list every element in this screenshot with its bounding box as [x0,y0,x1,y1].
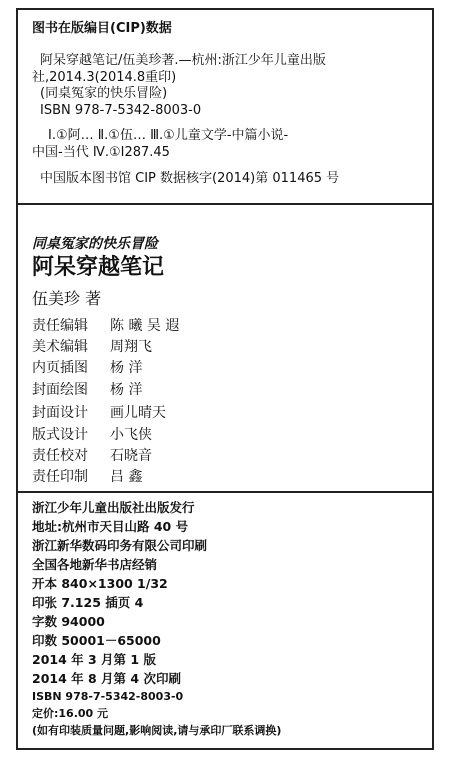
credit-name: 杨 洋 [110,360,143,376]
cip-line: (同桌冤家的快乐冒险) [40,86,168,101]
price-line: 定价:16.00 元 [32,707,109,720]
credit-role: 责任校对 [32,448,88,464]
printing-line: 2014 年 8 月第 4 次印刷 [32,671,181,686]
book-title: 阿呆穿越笔记 [32,255,165,280]
credit-role: 内页插图 [32,360,88,376]
credit-role: 责任编辑 [32,318,88,334]
credit-name: 小飞侠 [110,427,152,443]
cip-class-line: 中国-当代 Ⅳ.①I287.45 [32,145,170,160]
distributor-line: 全国各地新华书店经销 [32,557,158,572]
cip-line: 社,2014.3(2014.8重印) [32,70,177,85]
format-line: 开本 840×1300 1/32 [32,576,168,591]
cip-line: 阿呆穿越笔记/伍美珍著.—杭州:浙江少年儿童出版 [40,53,326,68]
credit-role: 版式设计 [32,427,88,443]
credit-role: 美术编辑 [32,339,88,355]
author-line: 伍美珍 著 [32,289,102,308]
print-run-line: 印数 50001－65000 [32,633,161,648]
credit-role: 封面绘图 [32,382,88,398]
cip-library-line: 中国版本图书馆 CIP 数据核字(2014)第 011465 号 [40,171,340,186]
isbn-line: ISBN 978-7-5342-8003-0 [32,690,184,703]
word-count-line: 字数 94000 [32,614,105,629]
printer-line: 浙江新华数码印务有限公司印刷 [32,538,208,553]
credit-name: 周翔飞 [110,339,152,355]
series-name: 同桌冤家的快乐冒险 [32,236,158,252]
credit-name: 石晓音 [110,448,152,464]
cip-class-line: Ⅰ.①阿… Ⅱ.①伍… Ⅲ.①儿童文学-中篇小说- [48,128,289,143]
cip-heading: 图书在版编目(CIP)数据 [32,21,172,36]
credit-role: 封面设计 [32,405,88,421]
credit-name: 陈 曦 吴 遐 [110,318,180,334]
quality-notice: (如有印装质量问题,影响阅读,请与承印厂联系调换) [32,724,282,737]
credit-name: 杨 洋 [110,382,143,398]
section-divider [16,491,434,493]
credit-role: 责任印制 [32,469,88,485]
credit-name: 吕 鑫 [110,469,143,485]
edition-line: 2014 年 3 月第 1 版 [32,652,156,667]
cip-line: ISBN 978-7-5342-8003-0 [40,103,202,118]
credit-name: 画儿晴天 [110,405,166,421]
publisher-line: 浙江少年儿童出版社出版发行 [32,500,195,515]
address-line: 地址:杭州市天目山路 40 号 [32,519,189,534]
section-divider [16,203,434,205]
sheets-line: 印张 7.125 插页 4 [32,595,144,610]
